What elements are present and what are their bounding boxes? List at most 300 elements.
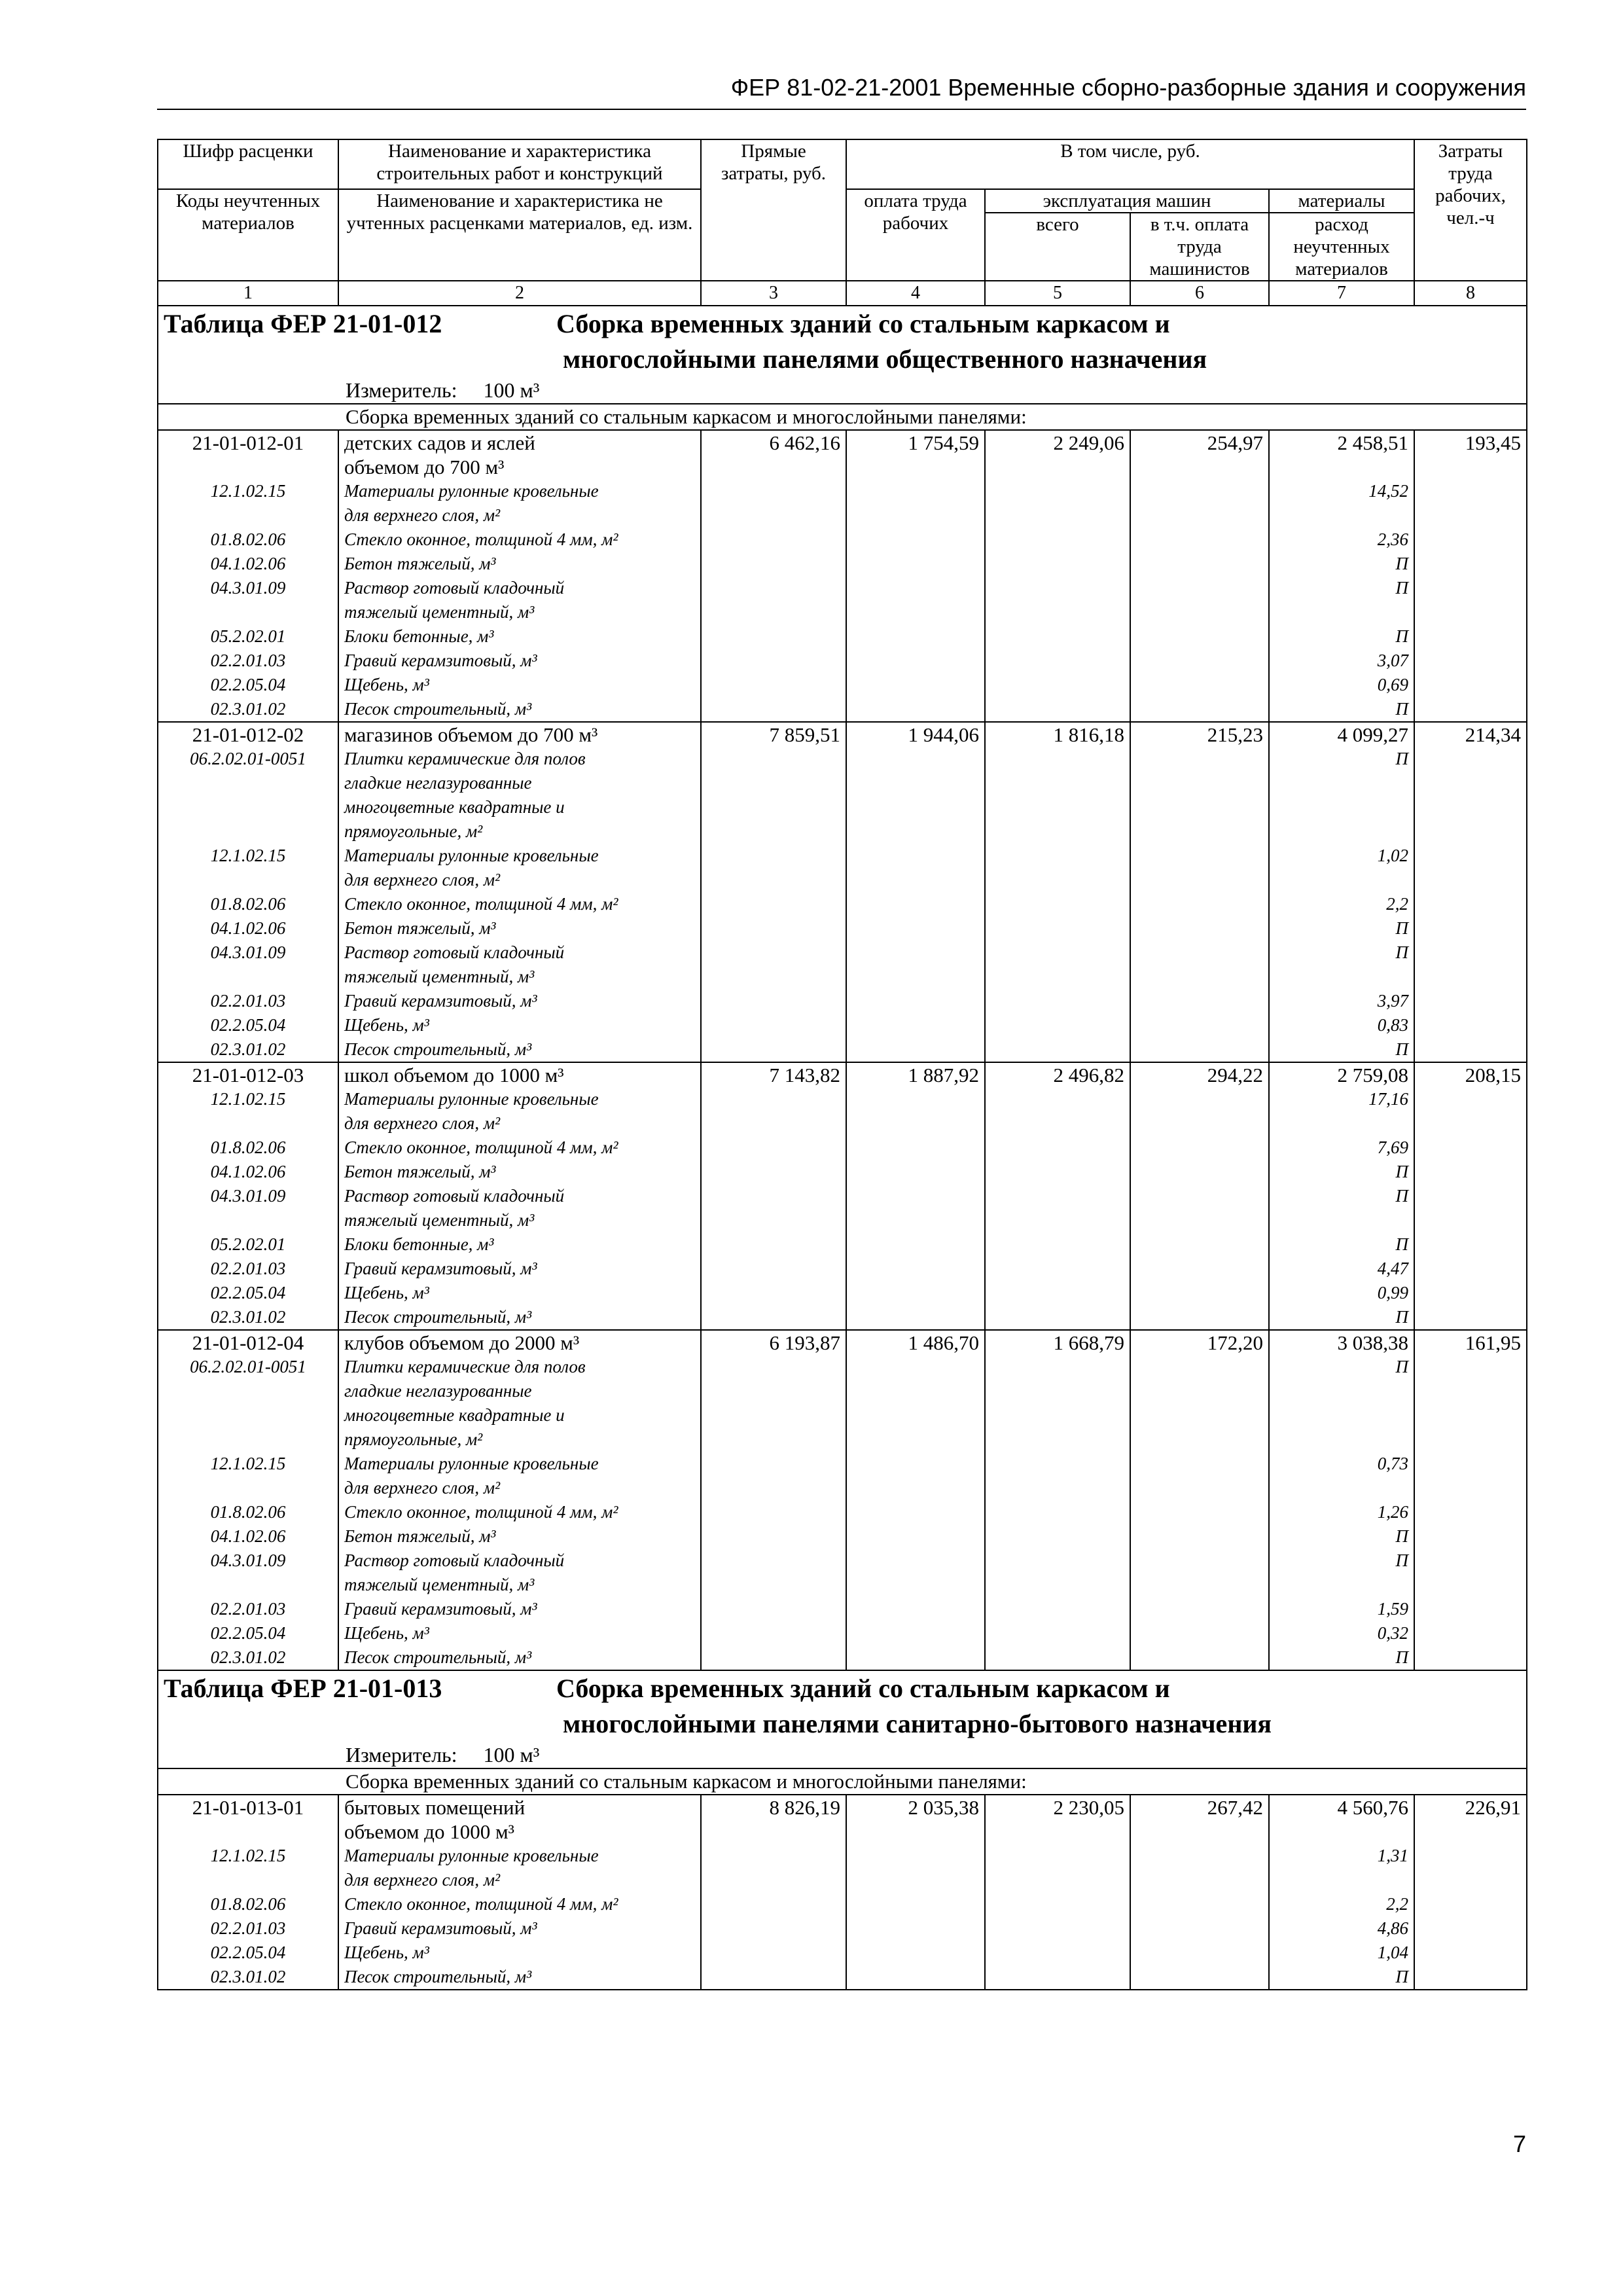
material-row (158, 1916, 1527, 1941)
material-name-line: Песок строительный, м³ (344, 1307, 532, 1327)
empty-cell (985, 1844, 1130, 1892)
material-name (338, 552, 701, 576)
material-name-line: Стекло оконное, толщиной 4 мм, м² (344, 1138, 618, 1157)
empty-cell (1414, 697, 1527, 722)
material-quantity: 2,36 (1269, 528, 1414, 552)
rate-name-line: клубов объемом до 2000 м³ (344, 1331, 580, 1354)
empty-cell (701, 941, 846, 989)
material-name (338, 1500, 701, 1524)
material-quantity: П (1269, 552, 1414, 576)
material-name-line: прямоугольные, м² (344, 821, 483, 841)
material-name-line: Раствор готовый кладочный (344, 1186, 565, 1206)
material-name-line: тяжелый цементный, м³ (344, 1575, 535, 1594)
material-name (338, 673, 701, 697)
material-row (158, 528, 1527, 552)
empty-cell (985, 1500, 1130, 1524)
material-code: 04.3.01.09 (158, 941, 338, 989)
material-quantity: П (1269, 1549, 1414, 1597)
wages: 1 754,59 (846, 430, 985, 479)
material-name-line: для верхнего слоя, м² (344, 1478, 501, 1498)
empty-cell (846, 552, 985, 576)
col-pryamye: Прямые затраты, руб. (701, 139, 846, 281)
column-numbers-row (158, 281, 1527, 306)
empty-cell (846, 1136, 985, 1160)
material-row (158, 1500, 1527, 1524)
empty-cell (985, 1965, 1130, 1990)
material-name-line: гладкие неглазурованные (344, 1381, 532, 1401)
material-name-line: многоцветные квадратные и (344, 1405, 565, 1425)
empty-cell (1130, 1597, 1269, 1621)
empty-cell (985, 941, 1130, 989)
empty-cell (701, 1184, 846, 1232)
material-name (338, 1941, 701, 1965)
table-title-row (158, 306, 1527, 377)
empty-cell (701, 624, 846, 649)
material-row (158, 1621, 1527, 1645)
wages: 2 035,38 (846, 1795, 985, 1844)
material-quantity: 1,04 (1269, 1941, 1414, 1965)
material-quantity: П (1269, 1160, 1414, 1184)
material-row (158, 479, 1527, 528)
empty-cell (1130, 697, 1269, 722)
material-name (338, 844, 701, 892)
empty-cell (846, 1232, 985, 1257)
rate-name (338, 1062, 701, 1087)
machines-total: 1 668,79 (985, 1330, 1130, 1355)
empty-cell (1414, 989, 1527, 1013)
empty-cell (701, 552, 846, 576)
empty-cell (701, 1941, 846, 1965)
empty-cell (985, 1305, 1130, 1330)
material-quantity: П (1269, 1305, 1414, 1330)
rate-name (338, 1330, 701, 1355)
empty-cell (846, 576, 985, 624)
material-row (158, 697, 1527, 722)
empty-cell (1130, 844, 1269, 892)
empty-cell (701, 1087, 846, 1136)
col-vsego: всего (985, 213, 1130, 281)
empty-cell (1414, 1500, 1527, 1524)
material-row (158, 1941, 1527, 1965)
measure-value: 100 м³ (483, 1743, 540, 1767)
empty-cell (1130, 1281, 1269, 1305)
empty-cell (1414, 1549, 1527, 1597)
material-name-line: Материалы рулонные кровельные (344, 1089, 599, 1109)
material-quantity: П (1269, 1965, 1414, 1990)
col-naim2: Наименование и характеристика не учтенных расценками материалов, ед. изм. (338, 189, 701, 281)
empty-cell (985, 576, 1130, 624)
material-quantity: 0,83 (1269, 1013, 1414, 1037)
material-code: 01.8.02.06 (158, 892, 338, 916)
material-name (338, 892, 701, 916)
material-code: 02.2.01.03 (158, 1916, 338, 1941)
material-name (338, 479, 701, 528)
empty-cell (846, 892, 985, 916)
empty-cell (701, 1597, 846, 1621)
empty-cell (985, 892, 1130, 916)
table-title-line-2: многослойными панелями санитарно-бытового назначения (563, 1709, 1272, 1738)
empty-cell (701, 697, 846, 722)
material-name (338, 1232, 701, 1257)
material-name-line: Раствор готовый кладочный (344, 1551, 565, 1570)
col-number: 3 (701, 281, 846, 306)
material-quantity: П (1269, 1232, 1414, 1257)
measure (158, 1742, 1527, 1768)
empty-cell (1414, 1037, 1527, 1062)
material-row (158, 1355, 1527, 1452)
empty-cell (1414, 576, 1527, 624)
empty-cell (1414, 649, 1527, 673)
empty-cell (701, 1355, 846, 1452)
material-row (158, 1844, 1527, 1892)
rate-code: 21-01-013-01 (158, 1795, 338, 1844)
material-quantity: П (1269, 624, 1414, 649)
material-row (158, 552, 1527, 576)
material-quantity: 0,32 (1269, 1621, 1414, 1645)
rate-row (158, 1062, 1527, 1087)
operators-wages: 267,42 (1130, 1795, 1269, 1844)
machines-total: 2 230,05 (985, 1795, 1130, 1844)
col-number: 8 (1414, 281, 1527, 306)
material-name (338, 1844, 701, 1892)
empty-cell (846, 697, 985, 722)
empty-cell (985, 1013, 1130, 1037)
operators-wages: 215,23 (1130, 722, 1269, 747)
empty-cell (846, 844, 985, 892)
material-code: 12.1.02.15 (158, 844, 338, 892)
table-title-row (158, 1670, 1527, 1742)
material-quantity: 1,31 (1269, 1844, 1414, 1892)
empty-cell (985, 1524, 1130, 1549)
empty-cell (846, 1355, 985, 1452)
empty-cell (1414, 1645, 1527, 1670)
rate-row (158, 430, 1527, 479)
empty-cell (1414, 1524, 1527, 1549)
empty-cell (1130, 576, 1269, 624)
empty-cell (846, 1645, 985, 1670)
material-name-line: Раствор готовый кладочный (344, 942, 565, 962)
material-code: 02.3.01.02 (158, 1645, 338, 1670)
empty-cell (1414, 941, 1527, 989)
empty-cell (1414, 1621, 1527, 1645)
table-title-line-2: многослойными панелями общественного назначения (563, 344, 1207, 374)
empty-cell (1130, 1160, 1269, 1184)
empty-cell (1130, 1645, 1269, 1670)
empty-cell (985, 1160, 1130, 1184)
empty-cell (1130, 1184, 1269, 1232)
direct-costs: 7 859,51 (701, 722, 846, 747)
empty-cell (985, 1621, 1130, 1645)
material-quantity: 1,02 (1269, 844, 1414, 892)
empty-cell (1414, 624, 1527, 649)
empty-cell (985, 624, 1130, 649)
material-quantity: П (1269, 747, 1414, 844)
material-name-line: Плитки керамические для полов (344, 1357, 586, 1376)
material-code: 02.3.01.02 (158, 697, 338, 722)
material-code: 01.8.02.06 (158, 528, 338, 552)
col-naim: Наименование и характеристика строительных работ и конструкций (338, 139, 701, 189)
empty-cell (1130, 1087, 1269, 1136)
empty-cell (846, 1087, 985, 1136)
empty-cell (701, 528, 846, 552)
material-name-line: Стекло оконное, толщиной 4 мм, м² (344, 1502, 618, 1522)
empty-cell (1130, 989, 1269, 1013)
material-code: 12.1.02.15 (158, 1452, 338, 1500)
rate-row (158, 722, 1527, 747)
material-name-line: тяжелый цементный, м³ (344, 602, 535, 622)
empty-cell (701, 1645, 846, 1670)
empty-cell (701, 1524, 846, 1549)
empty-cell (846, 1184, 985, 1232)
material-name (338, 916, 701, 941)
material-row (158, 1087, 1527, 1136)
empty-cell (701, 1232, 846, 1257)
material-row (158, 1965, 1527, 1990)
material-code: 01.8.02.06 (158, 1892, 338, 1916)
rate-name-line: объемом до 700 м³ (344, 456, 505, 478)
col-number: 1 (158, 281, 338, 306)
empty-cell (701, 576, 846, 624)
empty-cell (1414, 528, 1527, 552)
table-subtitle: Сборка временных зданий со стальным каркасом и многослойными панелями: (158, 1768, 1527, 1795)
material-code: 02.2.05.04 (158, 1621, 338, 1645)
empty-cell (846, 624, 985, 649)
rate-name-line: бытовых помещений (344, 1796, 526, 1819)
empty-cell (1130, 892, 1269, 916)
material-row (158, 1524, 1527, 1549)
empty-cell (985, 1549, 1130, 1597)
table-title-line-1: Сборка временных зданий со стальным каркасом и (556, 1674, 1170, 1703)
rate-name-line: объемом до 1000 м³ (344, 1820, 514, 1843)
material-quantity: 4,86 (1269, 1916, 1414, 1941)
material-name-line: Раствор готовый кладочный (344, 578, 565, 598)
empty-cell (985, 1136, 1130, 1160)
empty-cell (985, 989, 1130, 1013)
material-name-line: Плитки керамические для полов (344, 749, 586, 768)
empty-cell (701, 673, 846, 697)
empty-cell (1414, 892, 1527, 916)
material-name-line: Бетон тяжелый, м³ (344, 918, 496, 938)
empty-cell (701, 1892, 846, 1916)
labor-costs: 214,34 (1414, 722, 1527, 747)
rate-name (338, 722, 701, 747)
material-quantity: 2,2 (1269, 1892, 1414, 1916)
col-number: 5 (985, 281, 1130, 306)
col-v-tom-chisle: В том числе, руб. (846, 139, 1414, 189)
material-code: 04.3.01.09 (158, 1549, 338, 1597)
col-shifr: Шифр расценки (158, 139, 338, 189)
material-row (158, 649, 1527, 673)
material-name (338, 1281, 701, 1305)
material-row (158, 1645, 1527, 1670)
material-row (158, 916, 1527, 941)
empty-cell (1130, 479, 1269, 528)
material-quantity: 2,2 (1269, 892, 1414, 916)
material-code: 12.1.02.15 (158, 1087, 338, 1136)
table-title-line (164, 1671, 1521, 1706)
empty-cell (701, 1965, 846, 1990)
material-code: 12.1.02.15 (158, 479, 338, 528)
empty-cell (985, 1355, 1130, 1452)
empty-cell (1130, 1305, 1269, 1330)
material-row (158, 747, 1527, 844)
col-number: 7 (1269, 281, 1414, 306)
material-code: 04.1.02.06 (158, 1160, 338, 1184)
wages: 1 486,70 (846, 1330, 985, 1355)
rate-name-line: детских садов и яслей (344, 431, 535, 454)
empty-cell (1414, 1965, 1527, 1990)
measure-value: 100 м³ (483, 378, 540, 402)
material-row (158, 576, 1527, 624)
material-name-line: Материалы рулонные кровельные (344, 1846, 599, 1865)
rate-name (338, 1795, 701, 1844)
material-name (338, 1257, 701, 1281)
material-row (158, 1037, 1527, 1062)
page-number: 7 (1512, 2130, 1526, 2157)
material-code: 05.2.02.01 (158, 1232, 338, 1257)
empty-cell (1130, 649, 1269, 673)
material-name-line: тяжелый цементный, м³ (344, 967, 535, 986)
material-name-line: Гравий керамзитовый, м³ (344, 1599, 537, 1619)
material-name (338, 1965, 701, 1990)
material-row (158, 1597, 1527, 1621)
material-code: 02.2.05.04 (158, 673, 338, 697)
empty-cell (1414, 1087, 1527, 1136)
material-name (338, 1087, 701, 1136)
material-quantity: П (1269, 1184, 1414, 1232)
labor-costs: 161,95 (1414, 1330, 1527, 1355)
col-rashod: расход неучтенных материалов (1269, 213, 1414, 281)
empty-cell (846, 1844, 985, 1892)
material-code: 02.2.01.03 (158, 989, 338, 1013)
material-code: 04.3.01.09 (158, 1184, 338, 1232)
col-number: 2 (338, 281, 701, 306)
measure-label: Измеритель: (346, 1743, 457, 1767)
operators-wages: 172,20 (1130, 1330, 1269, 1355)
empty-cell (985, 1281, 1130, 1305)
material-quantity: П (1269, 1037, 1414, 1062)
empty-cell (701, 892, 846, 916)
empty-cell (1130, 552, 1269, 576)
empty-cell (985, 1916, 1130, 1941)
empty-cell (1130, 941, 1269, 989)
operators-wages: 294,22 (1130, 1062, 1269, 1087)
empty-cell (1414, 916, 1527, 941)
empty-cell (1414, 1281, 1527, 1305)
material-row (158, 1281, 1527, 1305)
wages: 1 944,06 (846, 722, 985, 747)
machines-total: 2 249,06 (985, 430, 1130, 479)
empty-cell (846, 1037, 985, 1062)
empty-cell (701, 1844, 846, 1892)
direct-costs: 6 462,16 (701, 430, 846, 479)
material-row (158, 1257, 1527, 1281)
material-code: 02.2.01.03 (158, 649, 338, 673)
material-name-line: Блоки бетонные, м³ (344, 626, 494, 646)
measure-row (158, 1742, 1527, 1768)
material-quantity: 7,69 (1269, 1136, 1414, 1160)
material-name (338, 1452, 701, 1500)
empty-cell (846, 747, 985, 844)
empty-cell (1130, 1549, 1269, 1597)
wages: 1 887,92 (846, 1062, 985, 1087)
empty-cell (701, 1037, 846, 1062)
empty-cell (1414, 552, 1527, 576)
empty-cell (1130, 1524, 1269, 1549)
material-code: 01.8.02.06 (158, 1500, 338, 1524)
material-name-line: Материалы рулонные кровельные (344, 846, 599, 865)
material-quantity: 0,69 (1269, 673, 1414, 697)
empty-cell (1130, 528, 1269, 552)
document-title: ФЕР 81-02-21-2001 Временные сборно-разборные здания и сооружения (730, 74, 1526, 101)
empty-cell (1130, 1257, 1269, 1281)
empty-cell (1130, 1136, 1269, 1160)
material-quantity: 3,97 (1269, 989, 1414, 1013)
material-row (158, 624, 1527, 649)
empty-cell (846, 1965, 985, 1990)
empty-cell (985, 1597, 1130, 1621)
material-code: 04.1.02.06 (158, 916, 338, 941)
material-quantity: П (1269, 941, 1414, 989)
empty-cell (1414, 1136, 1527, 1160)
subtitle-row (158, 404, 1527, 430)
material-name-line: Блоки бетонные, м³ (344, 1234, 494, 1254)
labor-costs: 193,45 (1414, 430, 1527, 479)
table-title-line-1: Сборка временных зданий со стальным каркасом и (556, 309, 1170, 338)
labor-costs: 208,15 (1414, 1062, 1527, 1087)
empty-cell (846, 916, 985, 941)
empty-cell (1130, 1355, 1269, 1452)
material-name-line: Песок строительный, м³ (344, 1647, 532, 1667)
material-name (338, 1136, 701, 1160)
material-code: 12.1.02.15 (158, 1844, 338, 1892)
material-name-line: Стекло оконное, толщиной 4 мм, м² (344, 529, 618, 549)
material-row (158, 1232, 1527, 1257)
empty-cell (701, 916, 846, 941)
empty-cell (701, 1549, 846, 1597)
material-name (338, 1305, 701, 1330)
empty-cell (846, 528, 985, 552)
material-code: 04.3.01.09 (158, 576, 338, 624)
table-title-line (164, 306, 1521, 342)
empty-cell (701, 649, 846, 673)
material-quantity: 1,26 (1269, 1500, 1414, 1524)
material-code: 02.3.01.02 (158, 1965, 338, 1990)
col-oplata: оплата труда рабочих (846, 189, 985, 281)
material-code: 02.2.01.03 (158, 1257, 338, 1281)
material-name (338, 649, 701, 673)
empty-cell (1414, 844, 1527, 892)
machines-total: 1 816,18 (985, 722, 1130, 747)
empty-cell (985, 649, 1130, 673)
table-number: Таблица ФЕР 21-01-013 (164, 1674, 442, 1703)
empty-cell (701, 747, 846, 844)
material-code: 02.2.05.04 (158, 1941, 338, 1965)
materials-cost: 2 759,08 (1269, 1062, 1414, 1087)
material-name-line: прямоугольные, м² (344, 1429, 483, 1449)
empty-cell (846, 1305, 985, 1330)
measure-label: Измеритель: (346, 378, 457, 402)
material-quantity: П (1269, 1355, 1414, 1452)
empty-cell (701, 479, 846, 528)
header-row-1 (158, 139, 1527, 189)
empty-cell (846, 1500, 985, 1524)
rate-code: 21-01-012-04 (158, 1330, 338, 1355)
table-subtitle: Сборка временных зданий со стальным каркасом и многослойными панелями: (158, 404, 1527, 430)
material-name (338, 1916, 701, 1941)
empty-cell (701, 1281, 846, 1305)
material-name-line: Материалы рулонные кровельные (344, 481, 599, 501)
